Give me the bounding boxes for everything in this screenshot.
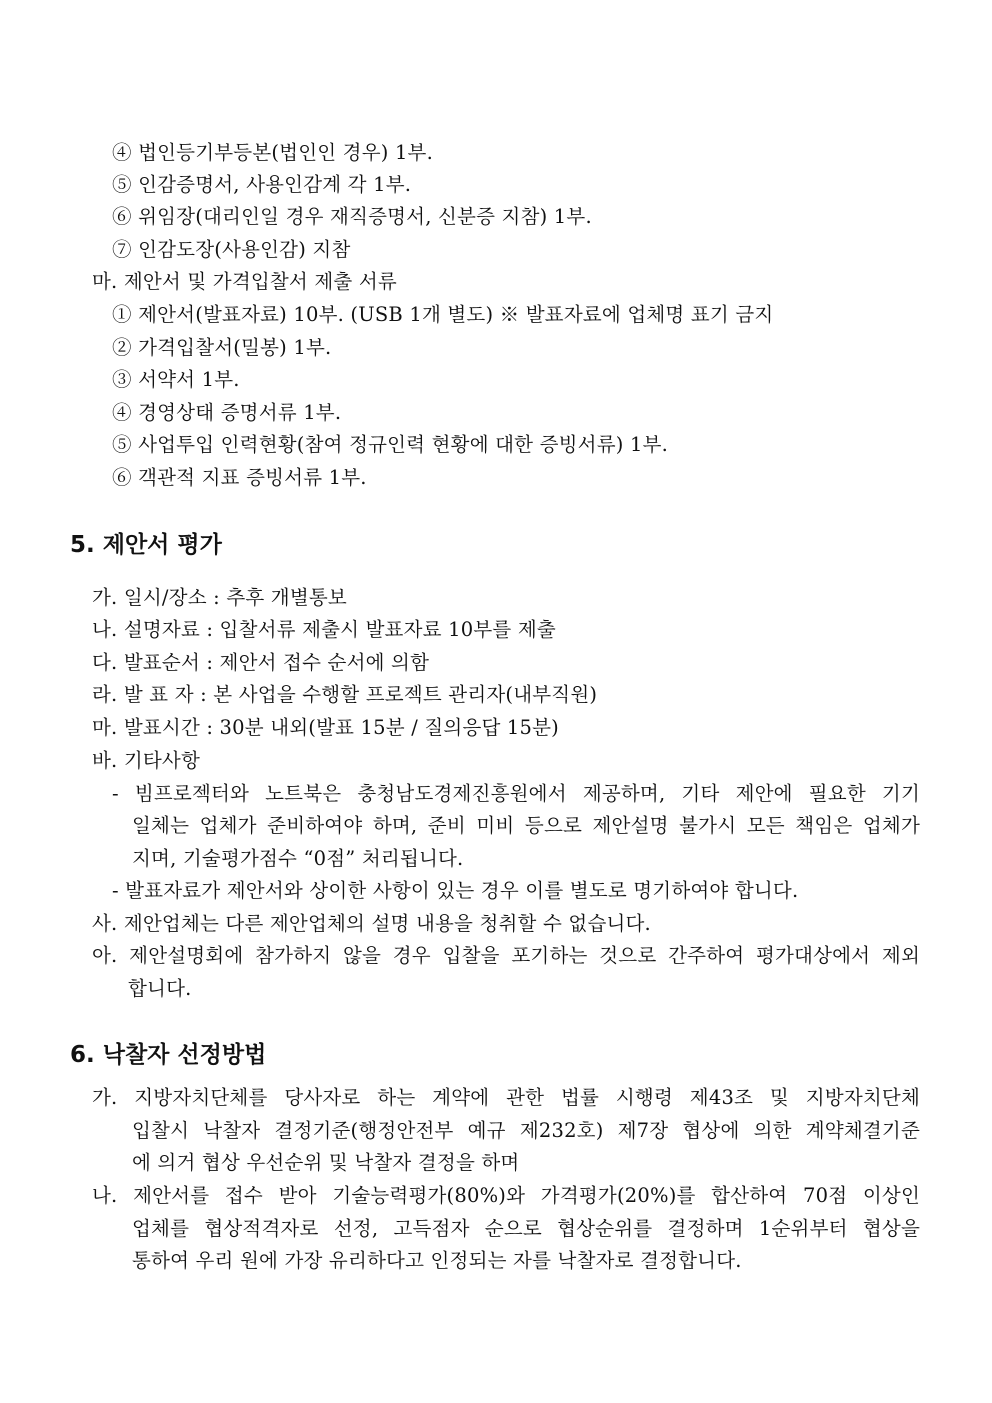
list-item: ⑤ 인감증명서, 사용인감계 각 1부. [112, 173, 412, 196]
list-item-continuation: 통하여 우리 원에 가장 유리하다고 인정되는 자를 낙찰자로 결정합니다. [132, 1249, 742, 1272]
list-item-continuation: 합니다. [128, 977, 192, 1000]
bullet-line: 일체는 업체가 준비하여야 하며, 준비 미비 등으로 제안설명 불가시 모든 책임은 업체가 [132, 814, 920, 837]
bullet-line: 지며, 기술평가점수 “0점” 처리됩니다. [132, 847, 464, 870]
list-item: 다. 발표순서 : 제안서 접수 순서에 의함 [92, 651, 430, 674]
list-item: 바. 기타사항 [92, 749, 200, 772]
bullet-line: - 빔프로젝터와 노트북은 충청남도경제진흥원에서 제공하며, 기타 제안에 필요한 기기 [112, 782, 920, 805]
list-item: 아. 제안설명회에 참가하지 않을 경우 입찰을 포기하는 것으로 간주하여 평가대상에서 제외 [92, 944, 920, 967]
list-item: 나. 설명자료 : 입찰서류 제출시 발표자료 10부를 제출 [92, 618, 556, 641]
list-item: 사. 제안업체는 다른 제안업체의 설명 내용을 청취할 수 없습니다. [92, 912, 651, 935]
list-item: ③ 서약서 1부. [112, 368, 240, 391]
section-6-heading: 6. 낙찰자 선정방법 [70, 1042, 267, 1068]
list-item: ⑥ 위임장(대리인일 경우 재직증명서, 신분증 지참) 1부. [112, 205, 592, 228]
list-item: 나. 제안서를 접수 받아 기술능력평가(80%)와 가격평가(20%)를 합산하여 70점 이상인 [92, 1184, 920, 1207]
section-ma-title: 마. 제안서 및 가격입찰서 제출 서류 [92, 270, 397, 293]
list-item-continuation: 업체를 협상적격자로 선정, 고득점자 순으로 협상순위를 결정하며 1순위부터 협상을 [132, 1217, 920, 1240]
list-item: ⑥ 객관적 지표 증빙서류 1부. [112, 466, 367, 489]
bullet-line: - 발표자료가 제안서와 상이한 사항이 있는 경우 이를 별도로 명기하여야 합니다. [112, 879, 799, 902]
list-item-continuation: 에 의거 협상 우선순위 및 낙찰자 결정을 하며 [132, 1151, 520, 1174]
section-5-heading: 5. 제안서 평가 [70, 532, 222, 558]
list-item: ② 가격입찰서(밀봉) 1부. [112, 336, 332, 359]
list-item: ① 제안서(발표자료) 10부. (USB 1개 별도) ※ 발표자료에 업체명 표기 금지 [112, 303, 774, 326]
list-item: 라. 발 표 자 : 본 사업을 수행할 프로젝트 관리자(내부직원) [92, 683, 598, 706]
list-item-continuation: 입찰시 낙찰자 결정기준(행정안전부 예규 제232호) 제7장 협상에 의한 계약체결기준 [132, 1119, 920, 1142]
list-item: 가. 일시/장소 : 추후 개별통보 [92, 586, 347, 609]
list-item: ④ 법인등기부등본(법인인 경우) 1부. [112, 141, 433, 164]
list-item: 가. 지방자치단체를 당사자로 하는 계약에 관한 법률 시행령 제43조 및 지방자치단체 [92, 1086, 920, 1109]
list-item: ④ 경영상태 증명서류 1부. [112, 401, 342, 424]
list-item: 마. 발표시간 : 30분 내외(발표 15분 / 질의응답 15분) [92, 716, 559, 739]
list-item: ⑦ 인감도장(사용인감) 지참 [112, 238, 351, 261]
list-item: ⑤ 사업투입 인력현황(참여 정규인력 현황에 대한 증빙서류) 1부. [112, 433, 668, 456]
